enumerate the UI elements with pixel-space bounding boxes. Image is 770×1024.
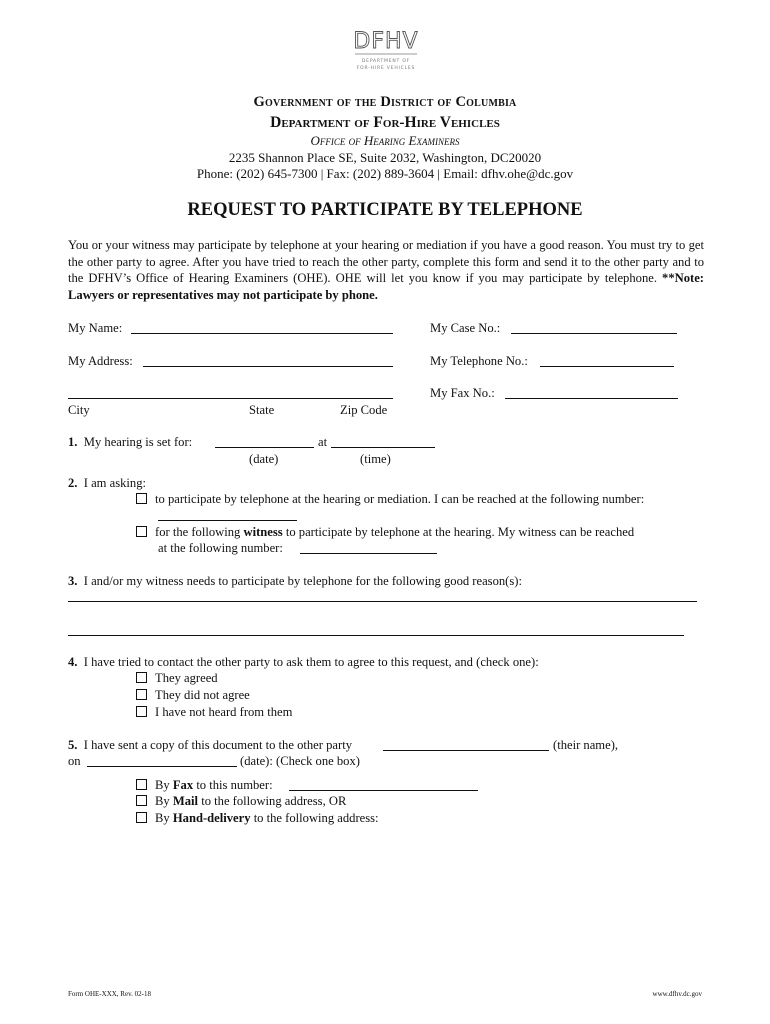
q4-agreed-text: They agreed — [155, 671, 218, 685]
q2-self-number-field[interactable] — [158, 520, 297, 521]
city-state-zip-field[interactable] — [68, 398, 393, 399]
q2-witness-number-field[interactable] — [300, 553, 437, 554]
q2-text: I am asking: — [83, 476, 147, 490]
department-heading: Department of For-Hire Vehicles — [270, 114, 500, 131]
hearing-date-field[interactable] — [215, 447, 314, 448]
svg-text:DFHV: DFHV — [353, 29, 419, 54]
address-field[interactable] — [143, 366, 393, 367]
q4-prompt — [68, 654, 539, 670]
q5-prompt — [68, 737, 352, 753]
q3-text: I and/or my witness needs to participate by telephone for the following good reason(s): — [83, 574, 522, 588]
q5-text-c: (date): (Check one box) — [240, 754, 360, 768]
dfhv-logo — [349, 26, 423, 74]
q1-time-caption: (time) — [360, 452, 391, 466]
fax-label: My Fax No.: — [430, 386, 495, 400]
footer-form-id: Form OHE-XXX, Rev. 02-18 — [68, 990, 151, 998]
q5-on: on — [68, 754, 81, 768]
name-field[interactable] — [131, 333, 393, 334]
intro-body: You or your witness may participate by telephone at your hearing or mediation if you have a good reason. You must try to get the other party to agree. After you have tried to reach the other party, complete this form and send it to the other party and to the DFHV’s Office of Hearing Examiners (OHE). OHE will let you know if you may participate by telephone. — [68, 238, 704, 285]
q5-mail-a: By — [155, 794, 170, 808]
q1-text: My hearing is set for: — [83, 435, 193, 449]
q2-prompt — [68, 475, 146, 491]
q4-option-not-heard — [136, 704, 292, 720]
q5-mail-checkbox[interactable] — [136, 795, 147, 806]
svg-text:FOR-HIRE VEHICLES: FOR-HIRE VEHICLES — [356, 66, 416, 71]
q4-text: I have tried to contact the other party to ask them to agree to this request, and (check one): — [83, 655, 539, 669]
q4-not-agreed-text: They did not agree — [155, 688, 250, 702]
q4-agreed-checkbox[interactable] — [136, 672, 147, 683]
q3-reason-line-2[interactable] — [68, 635, 684, 636]
q5-hand-checkbox[interactable] — [136, 812, 147, 823]
q3-number: 3. — [68, 574, 78, 588]
q5-fax-a: By — [155, 778, 170, 792]
q5-option-mail — [136, 793, 346, 809]
q5-text-a: I have sent a copy of this document to the other party — [83, 738, 352, 752]
footer-website: www.dfhv.dc.gov — [652, 990, 702, 998]
address-label: My Address: — [68, 354, 133, 368]
telephone-field[interactable] — [540, 366, 674, 367]
intro-note: **Note: Lawyers or representatives may not participate by phone. — [68, 271, 704, 302]
q2-number: 2. — [68, 476, 78, 490]
q2-option-self — [136, 491, 644, 507]
q2-option-witness-b: witness — [243, 525, 283, 539]
city-label: City — [68, 403, 90, 417]
q5-fax-checkbox[interactable] — [136, 779, 147, 790]
form-title: REQUEST TO PARTICIPATE BY TELEPHONE — [187, 200, 583, 220]
q4-not-heard-checkbox[interactable] — [136, 706, 147, 717]
q2-option-witness-d: at the following number: — [158, 541, 283, 555]
q4-option-agreed — [136, 670, 218, 686]
q2-option-witness-c: to participate by telephone at the hearing. My witness can be reached — [285, 525, 635, 539]
state-label: State — [249, 403, 275, 417]
case-no-label: My Case No.: — [430, 321, 501, 335]
q4-not-agreed-checkbox[interactable] — [136, 689, 147, 700]
name-label: My Name: — [68, 321, 123, 335]
q4-number: 4. — [68, 655, 78, 669]
intro-paragraph — [68, 237, 704, 303]
office-heading: Office of Hearing Examiners — [310, 133, 460, 148]
q1-at: at — [318, 435, 328, 449]
q5-option-fax — [136, 777, 273, 793]
fax-field[interactable] — [505, 398, 678, 399]
case-no-field[interactable] — [511, 333, 677, 334]
zip-label: Zip Code — [340, 403, 388, 417]
q5-fax-b: Fax — [172, 778, 194, 792]
q5-fax-c: to this number: — [196, 778, 273, 792]
q2-witness-checkbox[interactable] — [136, 526, 147, 537]
q4-option-not-agreed — [136, 687, 250, 703]
hearing-time-field[interactable] — [331, 447, 435, 448]
q2-option-witness — [136, 524, 634, 540]
q5-mail-b: Mail — [172, 794, 199, 808]
q5-hand-a: By — [155, 811, 170, 825]
q5-hand-c: to the following address: — [253, 811, 379, 825]
q2-option-witness-a: for the following — [155, 525, 241, 539]
q1-date-caption: (date) — [249, 452, 279, 466]
q5-date-field[interactable] — [87, 766, 237, 767]
government-heading: Government of the District of Columbia — [253, 94, 517, 110]
q5-fax-number-field[interactable] — [289, 790, 478, 791]
q3-reason-line-1[interactable] — [68, 601, 697, 602]
q4-not-heard-text: I have not heard from them — [155, 705, 293, 719]
q5-number: 5. — [68, 738, 78, 752]
q2-option-self-text: to participate by telephone at the hearing or mediation. I can be reached at the following number: — [155, 492, 645, 506]
q5-hand-b: Hand-delivery — [172, 811, 251, 825]
q1-number: 1. — [68, 435, 78, 449]
q5-text-b: (their name), — [553, 738, 619, 752]
q5-option-hand — [136, 810, 379, 826]
svg-text:DEPARTMENT OF: DEPARTMENT OF — [361, 59, 411, 64]
q3-prompt — [68, 573, 522, 589]
q5-party-name-field[interactable] — [383, 750, 549, 751]
q2-self-checkbox[interactable] — [136, 493, 147, 504]
q1-prompt — [68, 434, 192, 450]
telephone-label: My Telephone No.: — [430, 354, 528, 368]
q5-mail-c: to the following address, OR — [201, 794, 347, 808]
office-contact: Phone: (202) 645-7300 | Fax: (202) 889-3604 | Email: dfhv.ohe@dc.gov — [196, 166, 574, 181]
office-address: 2235 Shannon Place SE, Suite 2032, Washington, DC20020 — [228, 150, 542, 165]
